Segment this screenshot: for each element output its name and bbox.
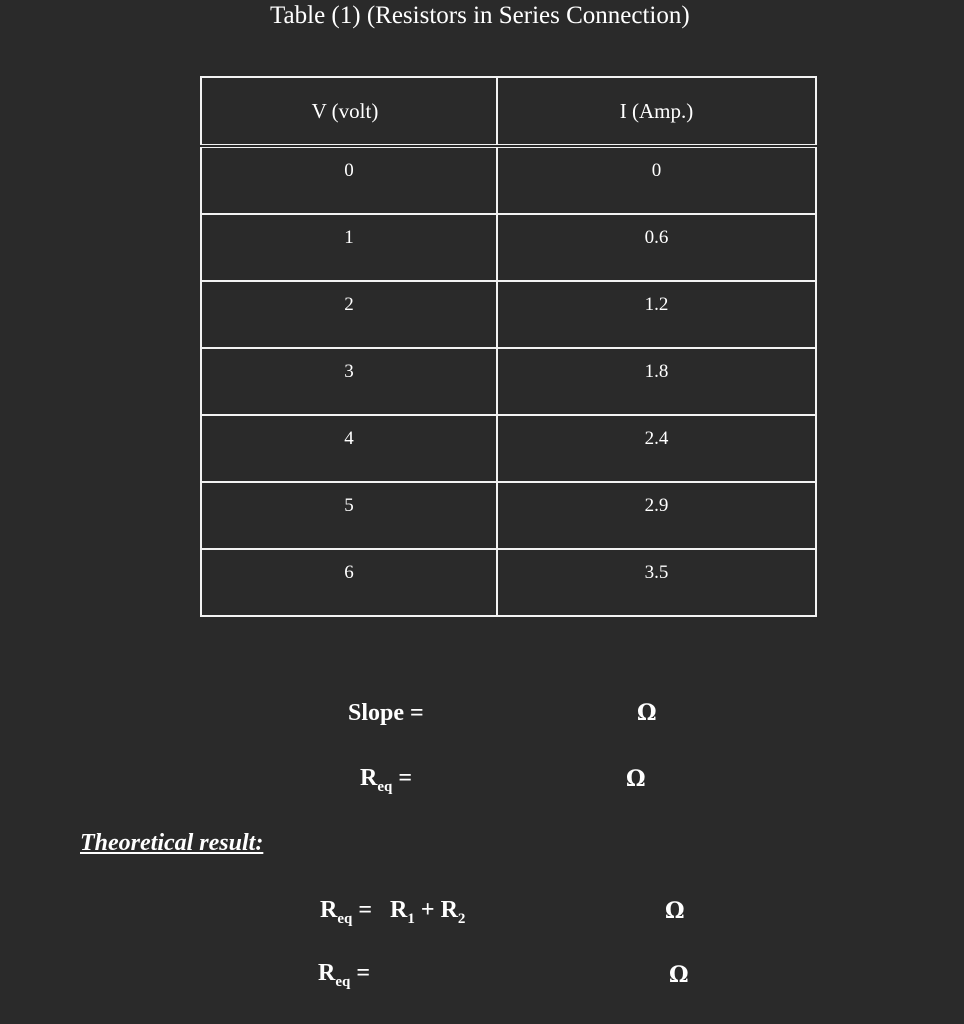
table-row	[201, 214, 816, 281]
table-row	[201, 549, 816, 616]
cell-voltage: 5	[201, 482, 497, 549]
data-table-container	[200, 76, 817, 609]
table-row	[201, 146, 816, 214]
cell-current: 2.4	[497, 415, 816, 482]
cell-voltage: 0	[201, 146, 497, 214]
table-row	[201, 348, 816, 415]
cell-current: 1.2	[497, 281, 816, 348]
req-formula: $R_{eq}$ = $R_1 + R_2$	[320, 897, 466, 927]
req-theoretical-label: $R_{eq}$ =	[318, 960, 371, 990]
theoretical-result-heading: Theoretical result:	[80, 830, 264, 856]
cell-current: 0.6	[497, 214, 816, 281]
table-row	[201, 482, 816, 549]
cell-current: 3.5	[497, 549, 816, 616]
cell-voltage: 3	[201, 348, 497, 415]
data-table	[200, 76, 817, 617]
cell-current: 2.9	[497, 482, 816, 549]
req-theoretical-ohm-unit: Ω	[669, 962, 689, 988]
cell-current: 0	[497, 146, 816, 214]
cell-voltage: 6	[201, 549, 497, 616]
cell-current: 1.8	[497, 348, 816, 415]
page-title: Table (1) (Resistors in Series Connection)	[270, 2, 690, 29]
header-current: I (Amp.)	[497, 77, 816, 146]
cell-voltage: 1	[201, 214, 497, 281]
header-voltage: V (volt)	[201, 77, 497, 146]
slope-label: Slope =	[348, 700, 424, 726]
cell-voltage: 2	[201, 281, 497, 348]
table-header-row	[201, 77, 816, 146]
req-experimental-ohm-unit: Ω	[626, 766, 646, 792]
table-row	[201, 415, 816, 482]
cell-voltage: 4	[201, 415, 497, 482]
slope-ohm-unit: Ω	[637, 700, 657, 726]
req-experimental-label: $R_{eq}$ =	[360, 765, 413, 795]
table-row	[201, 281, 816, 348]
req-formula-ohm-unit: Ω	[665, 898, 685, 924]
